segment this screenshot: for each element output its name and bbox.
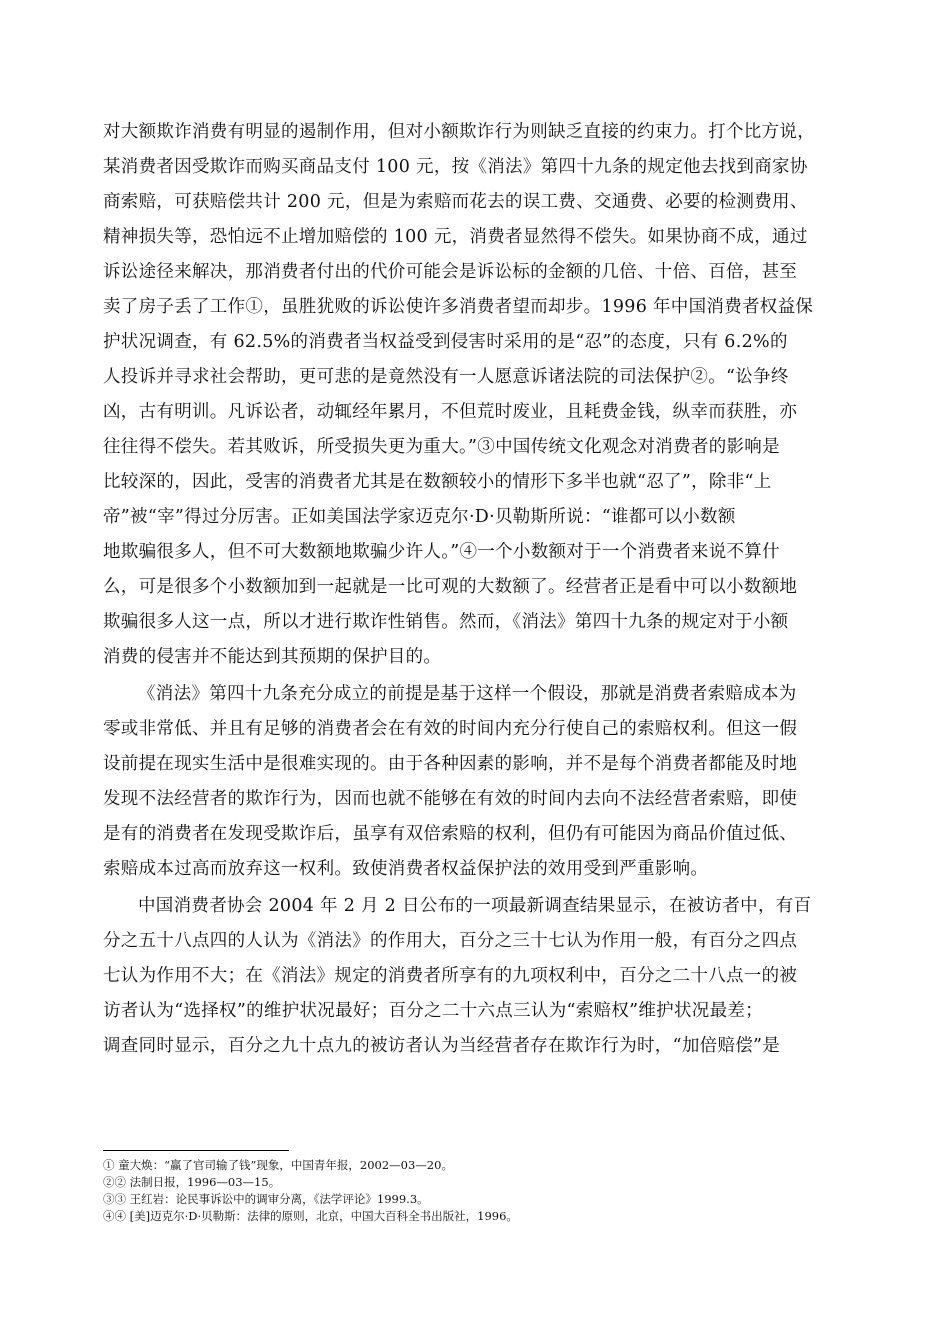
body-line: 《消法》第四十九条充分成立的前提是基于这样一个假设，那就是消费者索赔成本为 bbox=[138, 684, 797, 704]
body-line: 精神损失等，恐怕远不止增加赔偿的 100 元，消费者显然得不偿失。如果协商不成，通过 bbox=[103, 227, 808, 247]
body-line: 欺骗很多人这一点，所以才进行欺诈性销售。然而，《消法》第四十九条的规定对于小额 bbox=[103, 612, 789, 632]
body-line: 诉讼途径来解决，那消费者付出的代价可能会是诉讼标的金额的几倍、十倍、百倍，甚至 bbox=[103, 262, 798, 282]
footnote: ④④ [美]迈克尔·D·贝勒斯：法律的原则，北京，中国大百科全书出版社，1996。 bbox=[103, 1209, 518, 1223]
body-line: 零或非常低、并且有足够的消费者会在有效的时间内充分行使自己的索赔权利。但这一假 bbox=[103, 719, 798, 739]
footnote: ③③ 王红岩：论民事诉讼中的调审分离，《法学评论》1999.3。 bbox=[103, 1192, 429, 1206]
footnote-divider bbox=[103, 1150, 289, 1151]
body-line: 么，可是很多个小数额加到一起就是一比可观的大数额了。经营者正是看中可以小数额地 bbox=[103, 577, 798, 597]
body-line: 七认为作用不大；在《消法》规定的消费者所享有的九项权利中，百分之二十八点一的被 bbox=[103, 966, 798, 986]
footnote: ②② 法制日报，1996—03—15。 bbox=[103, 1175, 281, 1189]
body-line: 中国消费者协会 2004 年 2 月 2 日公布的一项最新调查结果显示，在被访者中，有百 bbox=[138, 896, 812, 916]
body-line: 商索赔，可获赔偿共计 200 元，但是为索赔而花去的误工费、交通费、必要的检测费用、 bbox=[103, 192, 808, 212]
body-line: 对大额欺诈消费有明显的遏制作用，但对小额欺诈行为则缺乏直接的约束力。打个比方说， bbox=[103, 122, 815, 142]
footnote: ① 童大焕：“赢了官司输了钱”现象，中国青年报，2002—03—20。 bbox=[103, 1158, 453, 1172]
body-line: 分之五十八点四的人认为《消法》的作用大，百分之三十七认为作用一般，有百分之四点 bbox=[103, 931, 798, 951]
body-line: 帝”被“宰”得过分厉害。正如美国法学家迈克尔·D·贝勒斯所说：“谁都可以小数额 bbox=[103, 507, 736, 527]
body-line: 凶，古有明训。凡诉讼者，动辄经年累月，不但荒时废业，且耗费金钱，纵幸而获胜，亦 bbox=[103, 402, 798, 422]
body-line: 地欺骗很多人，但不可大数额地欺骗少许人。”④一个小数额对于一个消费者来说不算什 bbox=[103, 542, 780, 562]
body-line: 护状况调查，有 62.5%的消费者当权益受到侵害时采用的是“忍”的态度，只有 6.2%的 bbox=[103, 332, 788, 352]
body-line: 某消费者因受欺诈而购买商品支付 100 元，按《消法》第四十九条的规定他去找到商家协 bbox=[103, 157, 808, 177]
body-line: 人投诉并寻求社会帮助，更可悲的是竟然没有一人愿意诉诸法院的司法保护②。“讼争终 bbox=[103, 367, 789, 387]
body-line: 往往得不偿失。若其败诉，所受损失更为重大。”③中国传统文化观念对消费者的影响是 bbox=[103, 437, 780, 457]
body-line: 消费的侵害并不能达到其预期的保护目的。 bbox=[103, 647, 442, 667]
body-line: 发现不法经营者的欺诈行为，因而也就不能够在有效的时间内去向不法经营者索赔，即使 bbox=[103, 789, 798, 809]
body-line: 卖了房子丢了工作①，虽胜犹败的诉讼使许多消费者望而却步。1996 年中国消费者权益保 bbox=[103, 297, 814, 317]
body-line: 比较深的，因此，受害的消费者尤其是在数额较小的情形下多半也就“忍了”，除非“上 bbox=[103, 472, 772, 492]
body-line: 索赔成本过高而放弃这一权利。致使消费者权益保护法的效用受到严重影响。 bbox=[103, 859, 709, 879]
body-line: 调查同时显示，百分之九十点九的被访者认为当经营者存在欺诈行为时，“加倍赔偿”是 bbox=[103, 1036, 781, 1056]
body-line: 访者认为“选择权”的维护状况最好；百分之二十六点三认为“索赔权”维护状况最差； bbox=[103, 1001, 763, 1021]
body-line: 是有的消费者在发现受欺诈后，虽享有双倍索赔的权利，但仍有可能因为商品价值过低、 bbox=[103, 824, 798, 844]
body-line: 设前提在现实生活中是很难实现的。由于各种因素的影响，并不是每个消费者都能及时地 bbox=[103, 754, 798, 774]
